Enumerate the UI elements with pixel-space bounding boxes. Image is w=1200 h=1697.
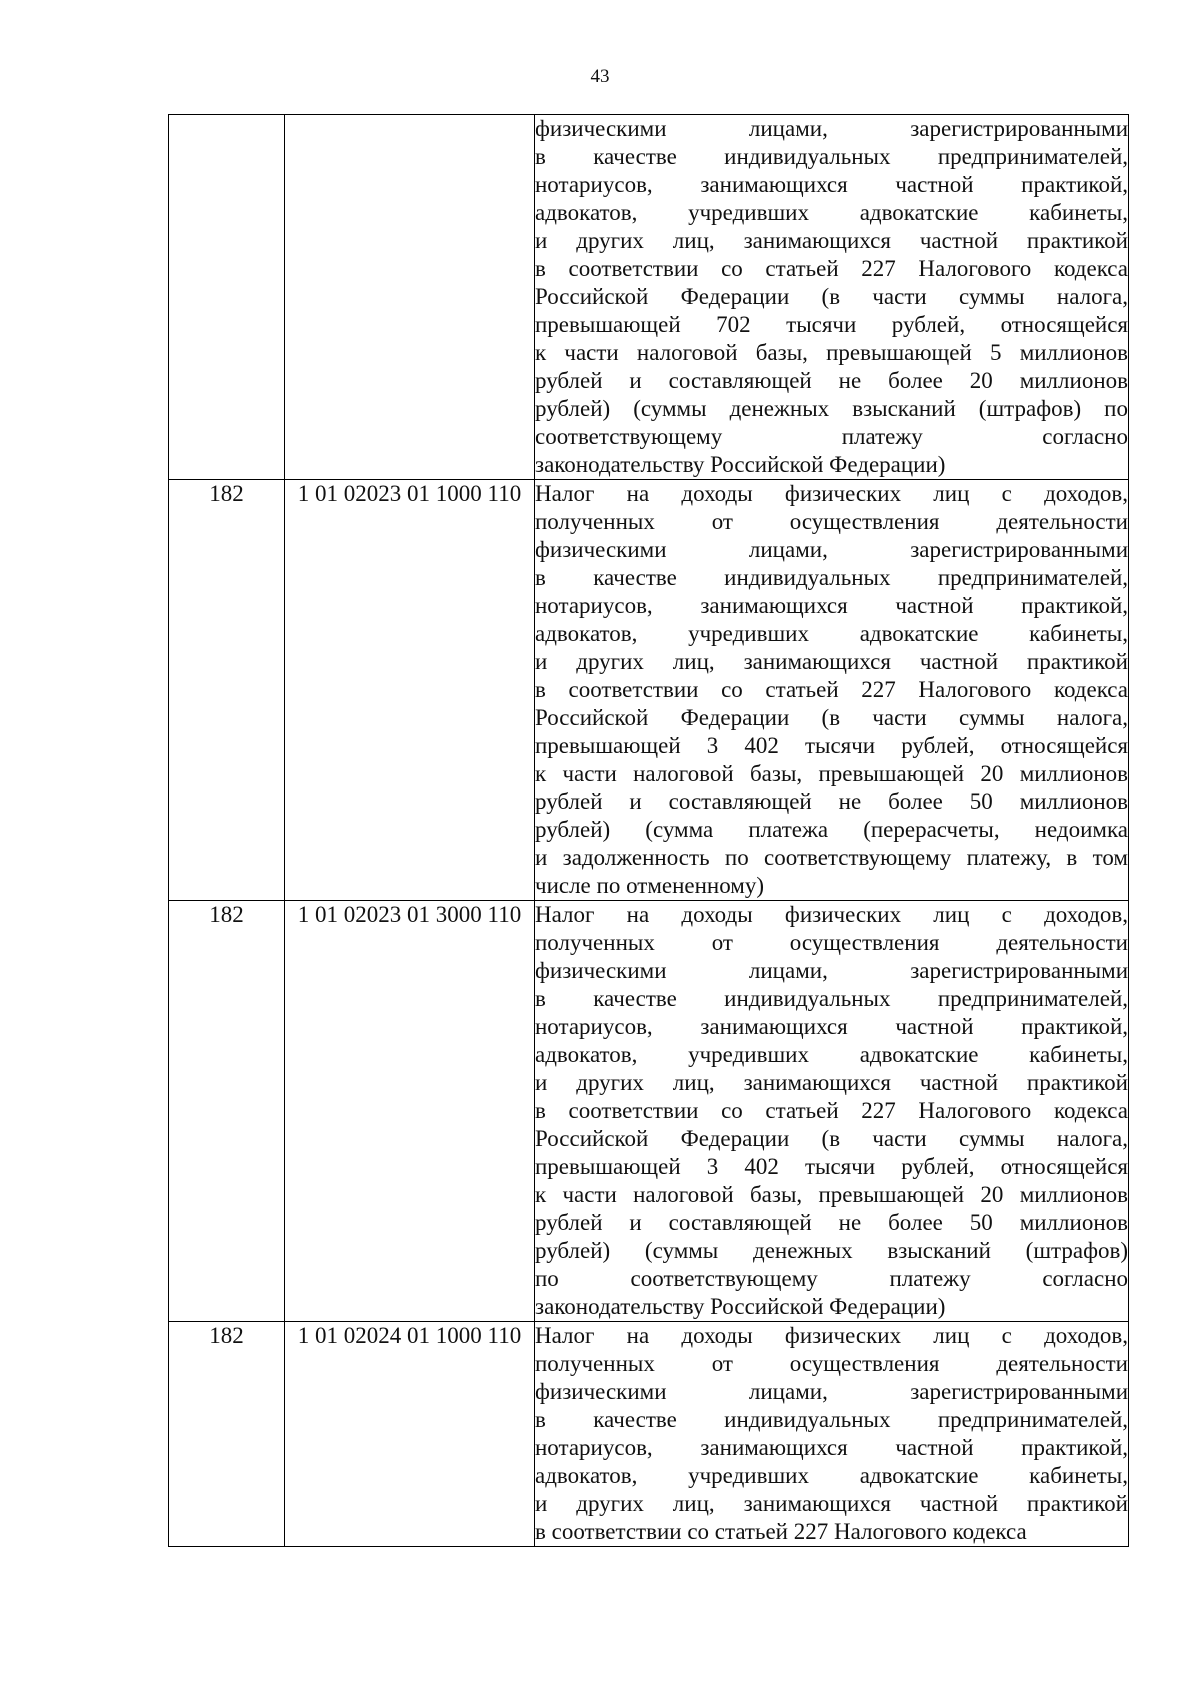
description-line: физическими лицами, зарегистрированными — [535, 1379, 1128, 1404]
description-line: адвокатов, учредивших адвокатские кабинеты, — [535, 621, 1128, 646]
description-line: в качестве индивидуальных предпринимателей, — [535, 144, 1128, 169]
description-line: в соответствии со статьей 227 Налогового кодекса — [535, 256, 1128, 281]
description-line: адвокатов, учредивших адвокатские кабинеты, — [535, 200, 1128, 225]
description-line: к части налоговой базы, превышающей 20 миллионов — [535, 1182, 1128, 1207]
description-line: к части налоговой базы, превышающей 5 миллионов — [535, 340, 1128, 365]
description-line: в качестве индивидуальных предпринимателей, — [535, 565, 1128, 590]
description-cell — [535, 115, 1129, 480]
description-line: Российской Федерации (в части суммы налога, — [535, 284, 1128, 309]
description-line: в качестве индивидуальных предпринимателей, — [535, 1407, 1128, 1432]
budget-code-cell: 1 01 02024 01 1000 110 — [285, 1322, 535, 1547]
administrator-code-cell: 182 — [169, 480, 285, 901]
description-line: Российской Федерации (в части суммы налога, — [535, 705, 1128, 730]
description-line: физическими лицами, зарегистрированными — [535, 116, 1128, 141]
description-line: рублей) (сумма платежа (перерасчеты, недоимка — [535, 817, 1128, 842]
description-cell — [535, 480, 1129, 901]
description-line: нотариусов, занимающихся частной практикой, — [535, 1014, 1128, 1039]
description-line: Налог на доходы физических лиц с доходов, — [535, 1323, 1128, 1348]
table-row — [169, 115, 1129, 480]
description-line: числе по отмененному) — [535, 873, 765, 898]
description-line: и других лиц, занимающихся частной практикой — [535, 228, 1128, 253]
table-body — [169, 115, 1129, 1547]
description-line: в соответствии со статьей 227 Налогового кодекса — [535, 677, 1128, 702]
administrator-code-cell — [169, 115, 285, 480]
budget-code-cell: 1 01 02023 01 3000 110 — [285, 901, 535, 1322]
description-line: в соответствии со статьей 227 Налогового кодекса — [535, 1098, 1128, 1123]
budget-code-cell — [285, 115, 535, 480]
description-line: рублей) (суммы денежных взысканий (штрафов) — [535, 1238, 1128, 1263]
description-line: физическими лицами, зарегистрированными — [535, 537, 1128, 562]
description-line: по соответствующему платежу согласно — [535, 1266, 1128, 1291]
table-row — [169, 480, 1129, 901]
description-line: рублей) (суммы денежных взысканий (штрафов) по — [535, 396, 1128, 421]
budget-code-cell: 1 01 02023 01 1000 110 — [285, 480, 535, 901]
description-line: к части налоговой базы, превышающей 20 миллионов — [535, 761, 1128, 786]
description-line: Налог на доходы физических лиц с доходов, — [535, 481, 1128, 506]
description-line: адвокатов, учредивших адвокатские кабинеты, — [535, 1463, 1128, 1488]
page-number: 43 — [590, 66, 610, 87]
description-cell — [535, 1322, 1129, 1547]
administrator-code-cell: 182 — [169, 1322, 285, 1547]
description-line: и задолженность по соответствующему платежу, в том — [535, 845, 1128, 870]
description-line: законодательству Российской Федерации) — [535, 1294, 946, 1319]
description-line: рублей и составляющей не более 50 миллионов — [535, 1210, 1128, 1235]
description-line: и других лиц, занимающихся частной практикой — [535, 1070, 1128, 1095]
description-line: рублей и составляющей не более 20 миллионов — [535, 368, 1128, 393]
description-line: законодательству Российской Федерации) — [535, 452, 946, 477]
description-line: физическими лицами, зарегистрированными — [535, 958, 1128, 983]
description-line: Налог на доходы физических лиц с доходов, — [535, 902, 1128, 927]
description-line: нотариусов, занимающихся частной практикой, — [535, 1435, 1128, 1460]
description-line: и других лиц, занимающихся частной практикой — [535, 1491, 1128, 1516]
description-line: в соответствии со статьей 227 Налогового кодекса — [535, 1519, 1027, 1544]
budget-classification-table — [168, 114, 1129, 1547]
description-line: превышающей 3 402 тысячи рублей, относящейся — [535, 733, 1128, 758]
table-row — [169, 1322, 1129, 1547]
description-cell — [535, 901, 1129, 1322]
description-line: Российской Федерации (в части суммы налога, — [535, 1126, 1128, 1151]
table-row — [169, 901, 1129, 1322]
description-line: соответствующему платежу согласно — [535, 424, 1128, 449]
description-line: и других лиц, занимающихся частной практикой — [535, 649, 1128, 674]
description-line: в качестве индивидуальных предпринимателей, — [535, 986, 1128, 1011]
description-line: нотариусов, занимающихся частной практикой, — [535, 593, 1128, 618]
administrator-code-cell: 182 — [169, 901, 285, 1322]
description-line: полученных от осуществления деятельности — [535, 1351, 1128, 1376]
description-line: превышающей 702 тысячи рублей, относящейся — [535, 312, 1128, 337]
description-line: адвокатов, учредивших адвокатские кабинеты, — [535, 1042, 1128, 1067]
description-line: превышающей 3 402 тысячи рублей, относящейся — [535, 1154, 1128, 1179]
description-line: полученных от осуществления деятельности — [535, 930, 1128, 955]
description-line: рублей и составляющей не более 50 миллионов — [535, 789, 1128, 814]
description-line: полученных от осуществления деятельности — [535, 509, 1128, 534]
description-line: нотариусов, занимающихся частной практикой, — [535, 172, 1128, 197]
